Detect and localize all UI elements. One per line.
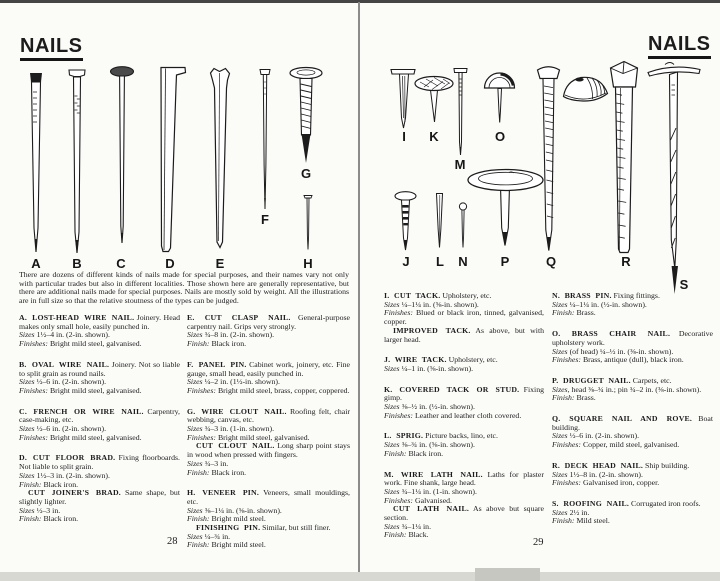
left-figures — [0, 0, 358, 272]
entry-k-body — [384, 386, 544, 403]
finish-label: Finish: — [187, 540, 210, 550]
entry-f-body — [187, 361, 350, 378]
entry-a-body — [19, 314, 180, 331]
entry-n-desc: Fixing fittings. — [613, 291, 660, 300]
finish-value: Bright mild steel. — [211, 540, 266, 550]
sizes-value: 1½–4 in. (2-in. shown). — [36, 330, 110, 340]
sizes-label: Sizes — [187, 531, 203, 541]
nail-j-illustration — [395, 192, 416, 250]
entry-a-desc: Joinery. Head makes only small hole, easily punched in. — [19, 313, 181, 331]
nail-r-illustration — [611, 62, 638, 253]
figure-label-b: B — [72, 256, 82, 271]
right-column-2 — [552, 292, 713, 538]
nail-m-illustration — [454, 69, 467, 156]
finish-value: Leather and leather cloth covered. — [414, 410, 522, 420]
sizes-value: head ⅜–¾ in.; pin ¾–2 in. (⅜-in. shown). — [571, 384, 702, 394]
entry-i-sub-heading: IMPROVED TACK. — [393, 325, 471, 335]
sizes-value: ¼–1¼ in. (⅝-in. shown). — [401, 299, 479, 309]
sizes-value: 2½ in. — [569, 507, 590, 517]
entry-m-sub-finish — [384, 531, 544, 540]
entry-m-sub-body — [384, 505, 544, 522]
entry-f-heading: F. PANEL PIN. — [187, 359, 247, 369]
figure-label-a: A — [31, 256, 41, 271]
entry-c-finish — [19, 434, 180, 443]
entry-e-desc: General-purpose carpentry nail. Grips very strongly. — [187, 313, 350, 331]
sizes-label: Sizes — [384, 363, 400, 373]
entry-s-finish — [552, 517, 713, 526]
finish-value: Galvanised iron, copper. — [582, 478, 660, 488]
entry-g-body — [187, 408, 350, 425]
entry-m — [384, 471, 544, 541]
entry-q — [552, 415, 713, 450]
sizes-label: Sizes — [552, 299, 568, 309]
sizes-value: 1½–8 in. (2-in. shown). — [569, 469, 643, 479]
nail-e-illustration — [211, 69, 230, 248]
nail-f-illustration — [260, 70, 270, 210]
finish-value: Bright mild steel. — [211, 514, 266, 524]
entry-g-sub-body — [187, 442, 350, 459]
figure-label-g: G — [300, 166, 312, 181]
finish-label: Finishes: — [19, 432, 49, 442]
entry-i — [384, 292, 544, 344]
finish-value: Bright mild steel, brass, copper, coppered. — [217, 385, 350, 395]
finish-value: Black iron. — [43, 514, 79, 524]
nail-a-illustration — [30, 73, 42, 252]
entry-l-desc: Picture backs, lino, etc. — [425, 431, 498, 441]
sizes-value: ⅜–¾ in. (⅝-in. shown). — [401, 440, 475, 450]
page-title-left: NAILS — [20, 36, 83, 61]
entry-h — [187, 489, 350, 550]
right-figures — [360, 0, 718, 300]
sizes-value: ¾–3 in. — [204, 458, 229, 468]
finish-value: Bright mild steel, galvanised. — [49, 339, 142, 349]
nail-n-illustration — [459, 203, 466, 248]
entry-b-finish — [19, 387, 180, 396]
nail-k-illustration — [415, 77, 453, 123]
entry-d-sub-desc: Same shape, but slightly lighter. — [19, 488, 181, 506]
finish-value: Black iron. — [211, 467, 247, 477]
entry-j-heading: J. WIRE TACK. — [384, 355, 447, 365]
finish-value: Black iron. — [408, 448, 444, 458]
scan-bottom-shadow — [475, 568, 540, 581]
figure-label-i: I — [402, 129, 406, 144]
finish-label: Finishes: — [187, 385, 217, 395]
page-title-right: NAILS — [648, 34, 711, 59]
figure-label-h: H — [303, 256, 313, 271]
entry-i-desc: Upholstery, etc. — [442, 291, 492, 300]
sizes-value: ½–6 in. (2-in. shown). — [36, 377, 107, 387]
sizes-label: Sizes — [384, 486, 400, 496]
entry-e-finish — [187, 340, 350, 349]
entry-o-body — [552, 330, 713, 347]
finish-value: Black iron. — [211, 339, 247, 349]
entry-l-finish — [384, 450, 544, 459]
right-column-1 — [384, 292, 544, 552]
entry-g-sub-heading: CUT CLOUT NAIL. — [196, 441, 275, 451]
entry-r — [552, 462, 713, 488]
entry-s-heading: S. ROOFING NAIL. — [552, 498, 630, 508]
sizes-value: ¾–3 in. (1-in. shown). — [204, 424, 275, 434]
figure-label-d: D — [165, 256, 175, 271]
entry-b — [19, 361, 180, 396]
entry-e-body — [187, 314, 350, 331]
entry-l-heading: L. SPRIG. — [384, 431, 424, 441]
nail-l-illustration — [437, 194, 443, 248]
finish-label: Finish: — [19, 479, 42, 489]
entry-o — [552, 330, 713, 365]
nail-h-illustration — [304, 196, 312, 250]
entry-s-desc: Corrugated iron roofs. — [631, 498, 701, 508]
figure-label-o: O — [494, 129, 506, 144]
entry-n — [552, 292, 713, 318]
sizes-value: ½–6 in. (2-in. shown). — [36, 424, 107, 434]
entry-h-sub-heading: FINISHING PIN. — [196, 523, 261, 533]
entry-s — [552, 500, 713, 526]
entry-d — [19, 454, 180, 524]
sizes-value: ⅜–½ in. (½-in. shown). — [401, 402, 475, 412]
entry-m-body — [384, 471, 544, 488]
figure-label-s: S — [679, 277, 689, 292]
entry-j-desc: Upholstery, etc. — [448, 355, 498, 365]
entry-k-desc: Fixing gimp. — [384, 384, 544, 403]
finish-value: Blued or black iron, tinned, galvanised, copper. — [384, 308, 544, 327]
intro-paragraph: There are dozens of different kinds of nails made for special purposes, and their names vary not only with particular trades but also in different localities. Those shown here are generally representative, but there are additional nails made for special purposes. Nails are mostly sold by weight. All the illustrations are in full size so that the relative stoutness of the types can be judged. — [19, 270, 349, 306]
entry-c-desc: Carpentry, case-making, etc. — [19, 406, 181, 425]
rove-illustration — [564, 77, 608, 101]
nail-g-illustration — [290, 68, 322, 164]
sizes-label: Sizes, — [552, 384, 570, 394]
finish-label: Finishes: — [19, 385, 49, 395]
entry-m-heading: M. WIRE LATH NAIL. — [384, 469, 483, 479]
entry-p-heading: P. DRUGGET NAIL. — [552, 375, 631, 385]
entry-f-desc: Cabinet work, joinery, etc. Fine gauge, small head, easily punched in. — [187, 359, 350, 378]
sizes-label: Sizes — [187, 330, 203, 340]
finish-value: Brass. — [576, 393, 596, 403]
entry-n-heading: N. BRASS PIN. — [552, 291, 612, 300]
figure-label-m: M — [454, 157, 466, 172]
figure-label-n: N — [458, 254, 468, 269]
finish-label: Finishes: — [552, 478, 582, 488]
entry-r-heading: R. DECK HEAD NAIL. — [552, 460, 644, 470]
sizes-label: Sizes — [19, 377, 35, 387]
finish-label: Finish: — [552, 308, 575, 318]
entry-c — [19, 408, 180, 443]
nail-d-illustration — [161, 68, 186, 252]
entry-a — [19, 314, 180, 349]
entry-f — [187, 361, 350, 396]
figure-label-q: Q — [545, 254, 557, 269]
entry-d-sub-heading: CUT JOINER'S BRAD. — [28, 488, 121, 498]
finish-value: Brass. — [576, 308, 596, 318]
finish-label: Finish: — [384, 448, 407, 458]
finish-value: Galvanised. — [414, 495, 453, 505]
finish-label: Finishes: — [552, 440, 582, 450]
sizes-value: ½–6 in. (2-in. shown). — [569, 431, 640, 441]
entry-l — [384, 432, 544, 458]
nail-c-illustration — [111, 67, 134, 243]
entry-n-finish — [552, 309, 713, 318]
entry-i-sub-desc: As above, but with larger head. — [384, 325, 545, 344]
entry-r-desc: Ship building. — [644, 460, 690, 470]
entry-q-heading: Q. SQUARE NAIL AND ROVE. — [552, 414, 693, 424]
entry-j-sizes — [384, 365, 544, 374]
finish-label: Finish: — [552, 516, 575, 526]
sizes-value: ¼–1 in. (⅝-in. shown). — [401, 363, 474, 373]
finish-value: Mild steel. — [576, 516, 610, 526]
sizes-value: (of head) ¼–½ in. (⅜-in. shown). — [569, 346, 674, 356]
entry-b-heading: B. OVAL WIRE NAIL. — [19, 359, 110, 369]
sizes-label: Sizes — [384, 299, 400, 309]
entry-d-desc: Fixing floorboards. Not liable to split grain. — [19, 453, 180, 472]
sizes-value: ¾–1¼ in. (1-in. shown). — [401, 486, 477, 496]
figure-label-e: E — [215, 256, 225, 271]
finish-label: Finish: — [19, 514, 42, 524]
entry-g — [187, 408, 350, 478]
entry-e-heading: E. CUT CLASP NAIL. — [187, 313, 291, 322]
entry-q-desc: Boat building. — [552, 414, 714, 432]
figure-label-c: C — [116, 256, 126, 271]
sizes-value: ¼–¾ in. — [204, 531, 231, 541]
sizes-label: Sizes — [187, 424, 203, 434]
entry-m-sub-desc: As above but square section. — [384, 504, 544, 523]
sizes-value: 1½–3 in. (2-in. shown). — [36, 470, 110, 480]
entry-d-sub-finish — [19, 515, 180, 524]
sizes-label: Sizes — [19, 505, 35, 515]
sizes-value: ¾–8 in. (2-in. shown). — [204, 330, 275, 340]
page-number-left: 28 — [167, 536, 178, 547]
sizes-label: Sizes — [187, 377, 203, 387]
finish-label: Finish: — [187, 339, 210, 349]
entry-q-finish — [552, 441, 713, 450]
figure-label-l: L — [436, 254, 444, 269]
page-left — [0, 0, 358, 572]
nail-i-illustration — [391, 70, 415, 129]
sizes-label: Sizes — [552, 346, 568, 356]
entry-m-sub-heading: CUT LATH NAIL. — [393, 504, 469, 514]
entry-o-desc: Decorative upholstery work. — [552, 329, 714, 347]
entry-c-body — [19, 408, 180, 425]
sizes-value: ¼–1¼ in. (½-in. shown). — [569, 299, 647, 309]
finish-value: Copper, mild steel, galvanised. — [582, 440, 680, 450]
entry-d-sub-body — [19, 489, 180, 506]
finish-value: Black iron. — [43, 479, 79, 489]
entry-d-heading: D. CUT FLOOR BRAD. — [19, 453, 116, 463]
sizes-value: ⅜–1¼ in. (⅝-in. shown). — [204, 505, 282, 515]
entry-h-desc: Veneers, small mouldings, etc. — [187, 488, 351, 506]
entry-m-desc: Laths for plaster work. Fine shank, large head. — [384, 469, 544, 488]
entry-b-desc: Joinery. Not so liable to split grain as round nails. — [19, 359, 180, 378]
entry-h-heading: H. VENEER PIN. — [187, 488, 260, 498]
entry-a-finish — [19, 340, 180, 349]
nail-q-illustration — [538, 67, 560, 251]
page-number-right: 29 — [533, 537, 544, 548]
figure-label-p: P — [500, 254, 510, 269]
sizes-label: Sizes — [19, 424, 35, 434]
entry-p-desc: Carpets, etc. — [632, 375, 672, 385]
nail-s-illustration — [648, 63, 700, 295]
figure-label-j: J — [402, 254, 410, 269]
figure-label-k: K — [429, 129, 439, 144]
entry-d-body — [19, 454, 180, 471]
finish-label: Finishes: — [384, 308, 414, 318]
nail-o-illustration — [485, 73, 515, 123]
finish-value: Bright mild steel, galvanised. — [49, 432, 142, 442]
entry-p-finish — [552, 394, 713, 403]
entry-b-body — [19, 361, 180, 378]
finish-label: Finish: — [552, 393, 575, 403]
finish-value: Brass, antique (dull), black iron. — [582, 355, 684, 365]
sizes-label: Sizes — [552, 431, 568, 441]
sizes-label: Sizes — [187, 505, 203, 515]
sizes-label: Sizes — [19, 470, 35, 480]
finish-value: Bright mild steel, galvanised. — [49, 385, 142, 395]
finish-label: Finish: — [187, 514, 210, 524]
entry-i-sub-body — [384, 327, 544, 344]
entry-g-desc: Roofing felt, chair webbing, canvas, etc. — [187, 406, 350, 425]
entry-g-sub-finish — [187, 469, 350, 478]
sizes-label: Sizes — [384, 402, 400, 412]
finish-label: Finish: — [187, 467, 210, 477]
entry-k-heading: K. COVERED TACK OR STUD. — [384, 384, 520, 394]
finish-label: Finishes: — [384, 410, 414, 420]
entry-a-heading: A. LOST-HEAD WIRE NAIL. — [19, 313, 135, 322]
finish-label: Finishes: — [552, 355, 582, 365]
finish-value: Bright mild steel, galvanised. — [217, 432, 310, 442]
sizes-label: Sizes — [19, 330, 35, 340]
entry-p — [552, 377, 713, 403]
entry-o-finish — [552, 356, 713, 365]
entry-g-sub-desc: Long sharp point stays in wood when pressed with fingers. — [187, 441, 350, 460]
sizes-label: Sizes — [187, 458, 203, 468]
entry-o-heading: O. BRASS CHAIR NAIL. — [552, 329, 671, 339]
entry-i-finish — [384, 309, 544, 326]
entry-h-sub-finish — [187, 541, 350, 550]
page-right — [360, 0, 718, 572]
sizes-label: Sizes — [384, 440, 400, 450]
nail-b-illustration — [69, 70, 85, 253]
entry-c-heading: C. FRENCH OR WIRE NAIL. — [19, 406, 144, 416]
sizes-label: Sizes — [384, 521, 400, 531]
sizes-label: Sizes — [552, 507, 568, 517]
entry-g-heading: G. WIRE CLOUT NAIL. — [187, 406, 287, 416]
left-column-2 — [187, 314, 350, 562]
entry-q-body — [552, 415, 713, 432]
sizes-label: Sizes — [552, 469, 568, 479]
sizes-value: ¼–2 in. (1½-in. shown). — [204, 377, 280, 387]
entry-f-finish — [187, 387, 350, 396]
finish-label: Finishes: — [19, 339, 49, 349]
finish-value: Black. — [408, 530, 429, 540]
figure-label-f: F — [261, 212, 269, 227]
nail-p-illustration — [468, 170, 543, 246]
entry-i-heading: I. CUT TACK. — [384, 291, 441, 300]
entry-h-body — [187, 489, 350, 506]
entry-j — [384, 356, 544, 373]
entry-e — [187, 314, 350, 349]
entry-k-finish — [384, 412, 544, 421]
finish-label: Finish: — [384, 530, 407, 540]
sizes-value: ½–3 in. — [36, 505, 61, 515]
entry-r-finish — [552, 479, 713, 488]
scan-bottom-edge — [0, 572, 720, 581]
finish-label: Finishes: — [384, 495, 414, 505]
finish-label: Finishes: — [187, 432, 217, 442]
figure-label-r: R — [621, 254, 631, 269]
entry-h-sub-desc: Similar, but still finer. — [262, 523, 331, 533]
sizes-value: ¾–1¼ in. — [401, 521, 432, 531]
left-column-1 — [19, 314, 180, 536]
entry-k — [384, 386, 544, 421]
